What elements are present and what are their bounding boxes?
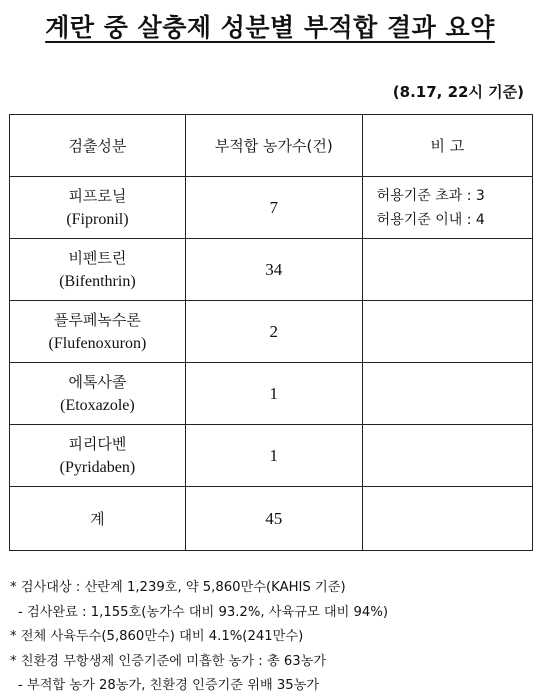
component-name-korean: 에톡사졸 [68,372,127,391]
page-title-text: 계란 중 살충제 성분별 부적합 결과 요약 [45,13,495,42]
summary-table [9,114,533,551]
component-cell [10,425,186,487]
farm-count-cell: 34 [185,239,362,301]
remark-line: 허용기준 이내 : 4 [376,211,485,228]
farm-count-cell: 1 [185,425,362,487]
component-name-english: (Flufenoxuron) [48,334,147,352]
total-count: 45 [185,487,362,551]
component-name-korean: 플루페녹수론 [53,310,141,329]
footnote-line: * 친환경 무항생제 인증기준에 미흡한 농가 : 총 63농가 [10,653,327,669]
component-name-korean: 피프로닐 [68,186,127,205]
footnote-line: * 전체 사육두수(5,860만수) 대비 4.1%(241만수) [10,629,304,644]
page-title [0,8,540,44]
footnote-line: - 검사완료 : 1,155호(농가수 대비 93.2%, 사육규모 대비 94%) [18,604,389,620]
component-cell [10,363,186,425]
table-row [10,239,533,301]
farm-count-cell: 7 [185,177,362,239]
component-cell [10,239,186,301]
remarks-cell [362,239,532,301]
component-name-english: (Pyridaben) [59,458,136,476]
as-of-date: (8.17, 22시 기준) [392,83,524,101]
header-remarks: 비 고 [362,115,532,177]
component-cell [10,301,186,363]
farm-count-cell: 2 [185,301,362,363]
remarks-cell [362,363,532,425]
farm-count-cell: 1 [185,363,362,425]
header-component: 검출성분 [10,115,186,177]
table-header-row [10,115,533,177]
table-row [10,301,533,363]
total-label: 계 [10,487,186,551]
footnotes [10,576,535,699]
component-name-english: (Etoxazole) [60,396,135,414]
component-name-english: (Fipronil) [66,210,129,228]
remarks-cell [362,301,532,363]
component-name-english: (Bifenthrin) [59,272,136,290]
footnote-line: - 부적합 농가 28농가, 친환경 인증기준 위배 35농가 [18,678,320,693]
component-cell [10,177,186,239]
component-name-korean: 피리다벤 [68,434,127,453]
table-row [10,425,533,487]
table-total-row [10,487,533,551]
remark-line: 허용기준 초과 : 3 [376,187,485,204]
table-row [10,177,533,239]
footnote-line: * 검사대상 : 산란계 1,239호, 약 5,860만수(KAHIS 기준) [10,580,346,595]
table-row [10,363,533,425]
total-remarks-cell [362,487,532,551]
header-farm-count: 부적합 농가수(건) [185,115,362,177]
remarks-cell [362,425,532,487]
remarks-cell [362,177,532,239]
component-name-korean: 비펜트린 [68,248,127,267]
